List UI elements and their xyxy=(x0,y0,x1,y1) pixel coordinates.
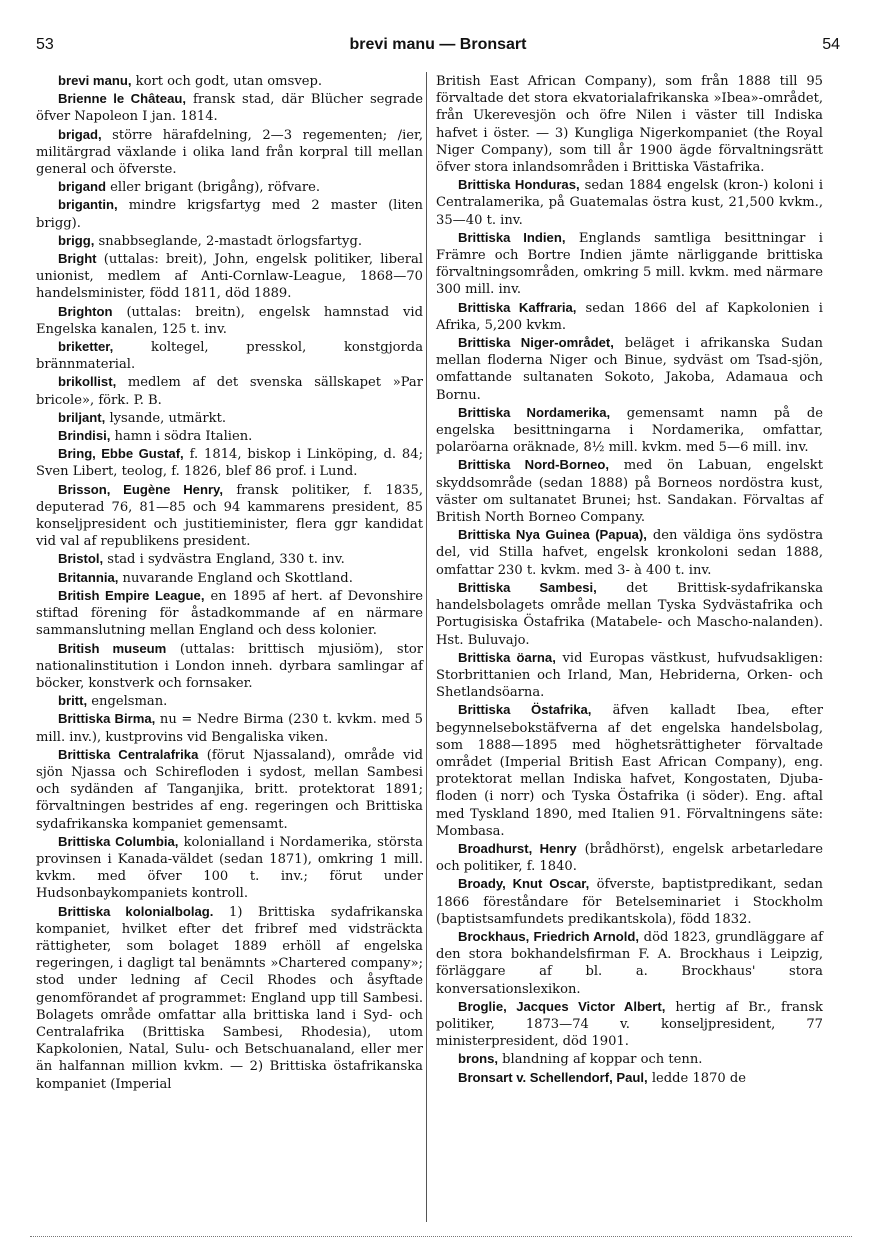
entry-text: gemensamt namn på de engelska besittningarna i Nordamerika, omfattar, polaröarna oräknade, 8½ mill. kvkm. med 5—6 mill. inv. xyxy=(436,405,823,456)
entry-headword: Bristol, xyxy=(58,551,104,567)
page-number-right: 54 xyxy=(822,36,840,53)
entry-headword: Brittiska Nordamerika, xyxy=(458,404,611,420)
entry-headword: brigg, xyxy=(58,232,95,248)
entry-text: sedan 1866 del af Kapkolonien i Afrika, 5,200 kvkm. xyxy=(436,300,823,333)
entry-text: koltegel, presskol, konstgjorda brännmaterial. xyxy=(36,340,423,373)
entry-headword: Brisson, Eugène Henry, xyxy=(58,481,224,497)
entry-text: medlem af det svenska sällskapet »Par bricole», förk. P. B. xyxy=(36,375,423,408)
entry-text: öfverste, baptistpredikant, sedan 1866 föreståndare för Betelseminariet i Stockholm (baptistsamfundets predikantskola), född 1832. xyxy=(436,877,823,927)
dictionary-entry xyxy=(36,550,423,568)
entry-headword: brigantin, xyxy=(58,197,118,213)
entry-headword: britt, xyxy=(58,693,88,709)
dictionary-entry xyxy=(36,373,423,408)
dictionary-entry xyxy=(36,746,423,833)
entry-text: vid Europas västkust, hufvudsakligen: Storbrittanien och Irland, Man, Hebriderna, Orken- och Shetlandsöarna. xyxy=(436,650,823,701)
dictionary-entry xyxy=(36,427,423,445)
dictionary-entry xyxy=(436,928,823,998)
dictionary-entry xyxy=(36,710,423,745)
entry-headword: Broadhurst, Henry xyxy=(458,840,577,856)
entry-text: hamn i södra Italien. xyxy=(110,429,253,445)
dictionary-entry xyxy=(36,90,423,125)
dictionary-entry xyxy=(36,250,423,303)
dictionary-entry xyxy=(436,1069,823,1087)
dictionary-entry xyxy=(436,404,823,457)
running-header xyxy=(36,36,840,60)
column-divider xyxy=(426,72,427,1222)
entry-text: (förut Njassaland), område vid sjön Njassa och Schirefloden i sydost, mellan Sambesi och sydänden af Tanganjika, britt. protektorat 1891; förvaltningen bestrides af eng. regeringen och Brittiska sydafrikanska kompaniet gemensamt. xyxy=(36,747,423,832)
entry-headword: briljant, xyxy=(58,409,106,425)
entry-text: den väldiga öns sydöstra del, vid Stilla hafvet, engelsk kronkoloni sedan 1888, omfattar 230 t. kvkm. med 3- à 400 t. inv. xyxy=(436,528,823,578)
entry-headword: Brittiska Kaffraria, xyxy=(458,299,577,315)
entry-text: 1) Brittiska sydafrikanska kompaniet, hvilket efter det fribref med vidsträckta rättigheter, som bolaget 1889 erhöll af engelska regeringen, i dagligt tal benämnts »Chartered company»; stod under ledning af Cecil Rhodes och åsyftade genomförandet af programmet: England upp till Sambesi. Bolagets område omfattar alla brittiska land i Syd- och Centralafrika (Brittiska Sambesi, Rhodesia), utom Kapkolonien, Natal, Sulu- och Betschuanaland, eller mer än halfannan million kvkm. — 2) Brittiska östafrikanska kompaniet (Imperial xyxy=(36,904,423,1092)
entry-headword: British Empire League, xyxy=(58,587,205,603)
entry-text: större härafdelning, 2—3 regementen; /ier, militärgrad växlande i olika land från korpral till mellan general och öfverste. xyxy=(36,127,423,178)
dictionary-entry xyxy=(36,445,423,480)
entry-headword: Brighton xyxy=(58,303,113,319)
entry-text: äfven kalladt Ibea, efter begynnelsebokstäfverna af det engelska handelsbolag, som 1888—1895 med höghetsrättigheter förvaltade området (Imperial British East African Company), eng. protektorat mellan Indiska hafvet, Kongostaten, Djuba-floden (i norr) och Tyska Östafrika (i söder). Eng. aftal med Tyskland 1890, med Italien 91. Förvaltningens säte: Mombasa. xyxy=(436,703,823,839)
entry-headword: Britannia, xyxy=(58,569,119,585)
entry-headword: Brienne le Château, xyxy=(58,91,186,107)
entry-headword: Bright xyxy=(58,251,97,267)
dictionary-entry xyxy=(436,72,823,176)
entry-text: (uttalas: brittisch mjusiöm), stor nationalinstitution i London inneh. dyrbara samlingar af böcker, konstverk och fornsaker. xyxy=(36,641,423,691)
entry-text: med ön Labuan, engelskt skyddsområde (sedan 1888) på Borneos nordöstra kust, väster om sultanatet Brunei; hst. Sandakan. Förvaltas af British North Borneo Company. xyxy=(436,458,823,526)
entry-text: fransk politiker, f. 1835, deputerad 76, 81—85 och 94 kammarens president, 85 konseljpresident och justitieminister, flera ggr kandidat vid val af republikens president. xyxy=(36,482,423,550)
dictionary-entry xyxy=(36,903,423,1093)
entry-text: nu = Nedre Birma (230 t. kvkm. med 5 mill. inv.), kustprovins vid Bengaliska viken. xyxy=(36,712,423,745)
entry-headword: briketter, xyxy=(58,339,114,355)
dictionary-entry xyxy=(36,481,423,551)
entry-text: lysande, utmärkt. xyxy=(105,410,226,426)
entry-text: beläget i afrikanska Sudan mellan floderna Niger och Binue, sydväst om Tsad-sjön, omfattande sultanaten Sokoto, Jakoba, Adamaua och Bornu. xyxy=(436,336,823,403)
dictionary-entry xyxy=(36,692,423,710)
entry-text: eller brigant (brigång), röfvare. xyxy=(106,180,321,196)
dictionary-entry xyxy=(436,649,823,702)
entry-headword: Bring, Ebbe Gustaf, xyxy=(58,446,184,462)
dictionary-entry xyxy=(436,229,823,299)
entry-text: mindre krigsfartyg med 2 master (liten brigg). xyxy=(36,198,423,231)
entry-text: ledde 1870 de xyxy=(647,1070,747,1086)
entry-text: död 1823, grundläggare af den stora bokhandelsfirman F. A. Brockhaus i Leipzig, förläggare af bl. a. Brockhaus' stora konversationslexikon. xyxy=(436,929,823,997)
entry-text: (uttalas: breitn), engelsk hamnstad vid Engelska kanalen, 125 t. inv. xyxy=(36,304,423,337)
entry-headword: Brittiska kolonialbolag. xyxy=(58,903,214,919)
page-number-left: 53 xyxy=(36,36,54,53)
entry-text: sedan 1884 engelsk (kron-) koloni i Centralamerika, på Guatemalas östra kust, 21,500 kvkm., 35—40 t. inv. xyxy=(436,178,824,228)
dictionary-entry xyxy=(436,176,823,229)
entry-text: nuvarande England och Skottland. xyxy=(118,570,353,586)
dictionary-entry xyxy=(436,456,823,526)
entry-headword: Bronsart v. Schellendorf, Paul, xyxy=(458,1069,648,1085)
dictionary-entry xyxy=(36,72,423,90)
entry-headword: Brittiska Honduras, xyxy=(458,177,580,193)
entry-headword: brevi manu, xyxy=(58,73,132,88)
dictionary-entry xyxy=(436,998,823,1051)
dictionary-entry xyxy=(36,409,423,427)
entry-headword: Brittiska Nya Guinea (Papua), xyxy=(458,527,647,543)
entry-text: en 1895 af hert. af Devonshire stiftad förening för åstadkommande af en närmare sammanslutning mellan England och dess kolonier. xyxy=(36,588,423,639)
entry-text: det Brittisk-sydafrikanska handelsbolagets område mellan Tyska Sydvästafrika och Portugisiska Östafrika (Matabele- och Mascho-nalanden). Hst. Buluvajo. xyxy=(436,580,823,648)
dictionary-entry xyxy=(36,126,423,179)
dictionary-entry xyxy=(436,875,823,928)
entry-headword: Broady, Knut Oscar, xyxy=(458,876,590,892)
entry-text: blandning af koppar och tenn. xyxy=(498,1052,703,1068)
entry-headword: brikollist, xyxy=(58,374,117,390)
entry-headword: brigad, xyxy=(58,126,102,142)
dictionary-entry xyxy=(436,334,823,404)
dictionary-entry xyxy=(36,338,423,373)
left-column xyxy=(36,72,423,1093)
entry-text: engelsman. xyxy=(87,694,168,710)
entry-text: f. 1814, biskop i Linköping, d. 84; Sven Libert, teolog, f. 1826, blef 86 prof. i Lund. xyxy=(36,447,424,480)
entry-text: stad i sydvästra England, 330 t. inv. xyxy=(103,552,345,568)
running-title: brevi manu — Bronsart xyxy=(349,36,527,53)
entry-headword: Brockhaus, Friedrich Arnold, xyxy=(458,928,639,944)
entry-headword: Brittiska Östafrika, xyxy=(458,702,592,718)
entry-text: hertig af Br., fransk politiker, 1873—74 v. konseljpresident, 77 ministerpresident, död 1901. xyxy=(436,999,823,1050)
entry-text: (uttalas: breit), John, engelsk politiker, liberal unionist, medlem af Anti-Cornlaw-League, 1868—70 handelsminister, född 1811, död 1889. xyxy=(36,252,423,302)
entry-headword: brons, xyxy=(458,1051,499,1067)
dictionary-entry xyxy=(436,299,823,334)
entry-text: (brådhörst), engelsk arbetarledare och politiker, f. 1840. xyxy=(436,841,823,875)
dictionary-entry xyxy=(436,579,823,649)
dictionary-entry xyxy=(436,840,823,875)
entry-headword: Brittiska Centralafrika xyxy=(58,746,199,762)
entry-headword: Brittiska Sambesi, xyxy=(458,579,597,595)
dictionary-entry xyxy=(436,1050,823,1068)
entry-headword: Brittiska Niger-området, xyxy=(458,335,614,351)
bottom-rule xyxy=(30,1236,852,1237)
entry-text: snabbseglande, 2-mastadt örlogsfartyg. xyxy=(94,233,362,249)
entry-text: fransk stad, där Blücher segrade öfver Napoleon I jan. 1814. xyxy=(36,92,423,125)
entry-headword: Brindisi, xyxy=(58,428,111,444)
entry-headword: Brittiska Columbia, xyxy=(58,833,179,849)
entry-text: kort och godt, utan omsvep. xyxy=(131,74,323,89)
dictionary-entry xyxy=(436,701,823,840)
dictionary-entry xyxy=(36,303,423,338)
entry-headword: Broglie, Jacques Victor Albert, xyxy=(458,998,666,1014)
dictionary-entry xyxy=(36,178,423,196)
entry-text: Englands samtliga besittningar i Främre och Bortre Indien jämte närliggande brittiska förvaltningsområden, omkring 5 mill. kvkm. med närmare 300 mill. inv. xyxy=(436,230,823,298)
entry-headword: Brittiska Nord-Borneo, xyxy=(458,457,609,473)
right-column xyxy=(436,72,823,1087)
dictionary-entry xyxy=(36,640,423,693)
entry-headword: Brittiska öarna, xyxy=(458,649,556,665)
entry-headword: brigand xyxy=(58,179,107,195)
entry-headword: Brittiska Birma, xyxy=(58,711,156,727)
entry-text: kolonialland i Nordamerika, största provinsen i Kanada-väldet (sedan 1871), omkring 1 mill. kvkm. med öfver 100 t. inv.; förut under Hudsonbaykompaniets kontroll. xyxy=(36,834,423,902)
entry-headword: Brittiska Indien, xyxy=(458,229,566,245)
dictionary-entry xyxy=(436,526,823,579)
dictionary-entry xyxy=(36,587,423,640)
dictionary-entry xyxy=(36,232,423,250)
entry-headword: British museum xyxy=(58,640,167,656)
dictionary-entry xyxy=(36,569,423,587)
dictionary-entry xyxy=(36,833,423,903)
dictionary-entry xyxy=(36,196,423,231)
entry-text: British East African Company), som från 1888 till 95 förvaltade det stora ekvatorialafrikanska »Ibea»-området, från Ukerevesjön och öfre Nilen i väster till Indiska hafvet i öster. — 3) Kungliga Nigerkompaniet (the Royal Niger Company), som till år 1900 ägde förvaltningsrätt öfver stora inlandsområden i Brittiska Västafrika. xyxy=(436,74,823,176)
